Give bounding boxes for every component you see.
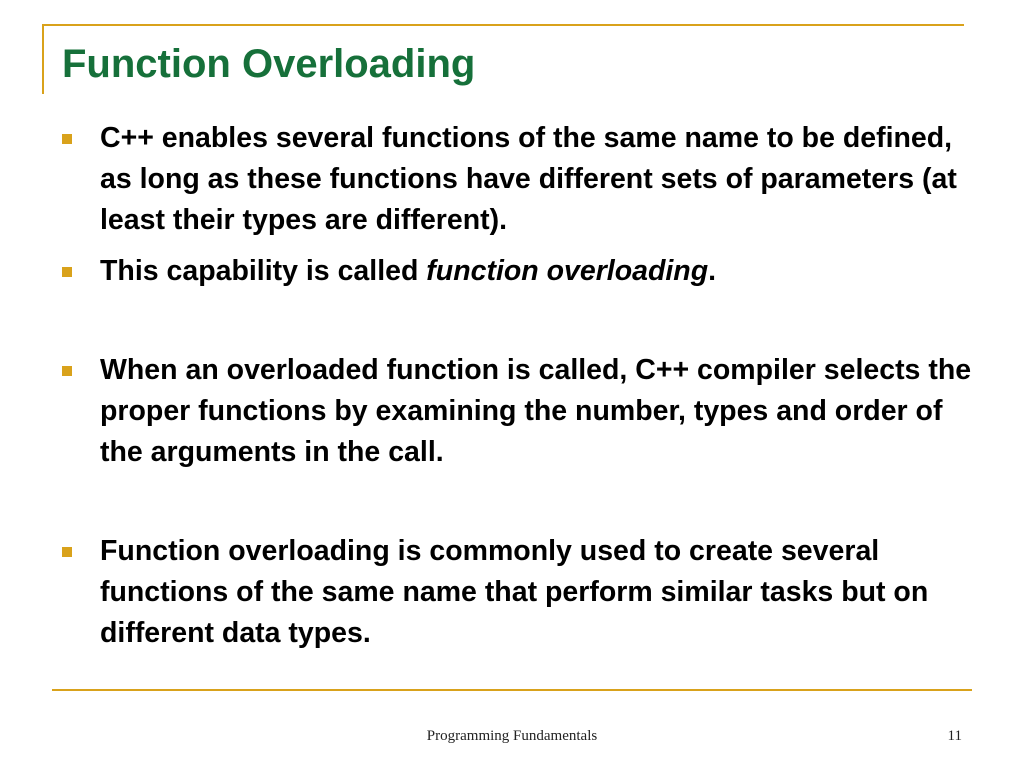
square-bullet-icon — [62, 547, 72, 557]
bullet-item — [62, 118, 972, 241]
bullet-text: Function overloading is commonly used to create several functions of the same name that perform similar tasks but on different data types. — [100, 535, 929, 649]
top-accent-line — [42, 24, 964, 26]
bullet-item — [62, 251, 972, 292]
square-bullet-icon — [62, 366, 72, 376]
bottom-accent-line — [52, 689, 972, 691]
slide-title: Function Overloading — [62, 42, 476, 86]
bullet-list — [62, 118, 972, 654]
page-number: 11 — [947, 728, 962, 744]
bullet-item — [62, 350, 972, 473]
bullet-text-suffix: . — [708, 255, 717, 287]
footer-title: Programming Fundamentals — [426, 728, 598, 744]
square-bullet-icon — [62, 134, 72, 144]
emphasized-term: function overloading — [426, 255, 709, 287]
bullet-text: C++ enables several functions of the same name to be defined, as long as these functions have different sets of parameters (at least their types are different). — [100, 122, 957, 236]
bullet-text: When an overloaded function is called, C++ compiler selects the proper functions by examining the number, types and order of the arguments in the call. — [100, 354, 972, 468]
bullet-text-prefix: This capability is called — [100, 255, 427, 287]
bullet-item — [62, 531, 972, 654]
square-bullet-icon — [62, 267, 72, 277]
left-accent-line — [42, 24, 44, 94]
